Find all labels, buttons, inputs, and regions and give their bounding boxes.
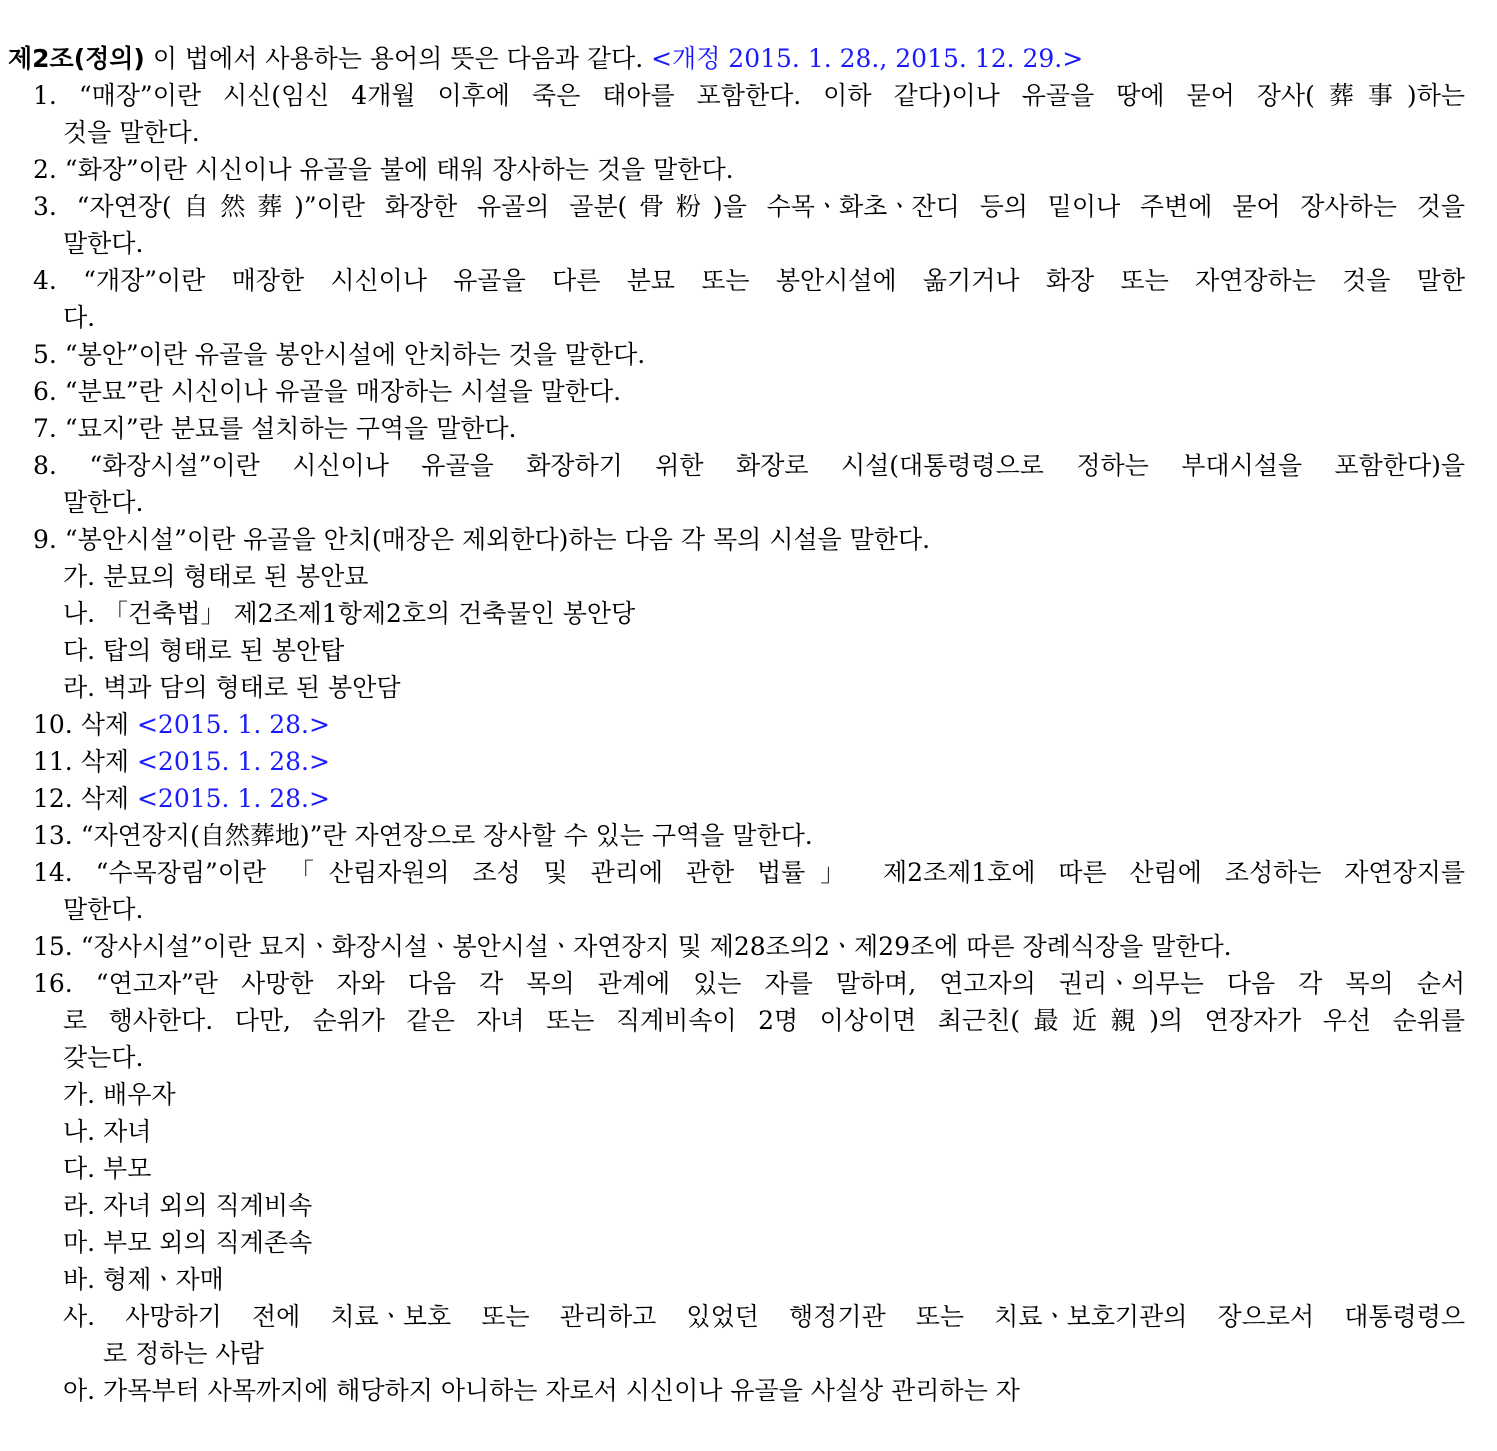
definition-1: 1. “매장”이란 시신(임신 4개월 이후에 죽은 태아를 포함한다. 이하 같다)이나 유골을 땅에 묻어 장사(葬事)하는 bbox=[33, 81, 1465, 110]
definition-7: 7. “묘지”란 분묘를 설치하는 구역을 말한다. bbox=[33, 414, 517, 443]
definition-4: 4. “개장”이란 매장한 시신이나 유골을 다른 분묘 또는 봉안시설에 옮기거나 화장 또는 자연장하는 것을 말한 bbox=[33, 266, 1465, 295]
definition-14-cont: 말한다. bbox=[63, 895, 144, 924]
definition-16-item-ga: 가. 배우자 bbox=[63, 1080, 176, 1109]
definition-16-cont-1: 로 행사한다. 다만, 순위가 같은 자녀 또는 직계비속이 2명 이상이면 최근친(最近親)의 연장자가 우선 순위를 bbox=[63, 1006, 1465, 1035]
definition-16-item-sa-cont: 로 정하는 사람 bbox=[103, 1339, 264, 1368]
definition-16-item-ba: 바. 형제ㆍ자매 bbox=[63, 1265, 224, 1294]
definition-8: 8. “화장시설”이란 시신이나 유골을 화장하기 위한 화장로 시설(대통령령으로 정하는 부대시설을 포함한다)을 bbox=[33, 451, 1465, 480]
article-heading-line bbox=[8, 40, 1208, 77]
definition-16-item-sa: 사. 사망하기 전에 치료ㆍ보호 또는 관리하고 있었던 행정기관 또는 치료ㆍ보호기관의 장으로서 대통령령으 bbox=[63, 1302, 1465, 1331]
definition-9-item-ra: 라. 벽과 담의 형태로 된 봉안담 bbox=[63, 673, 401, 702]
definition-16-item-na: 나. 자녀 bbox=[63, 1117, 152, 1146]
definition-6: 6. “분묘”란 시신이나 유골을 매장하는 시설을 말한다. bbox=[33, 377, 622, 406]
definition-10-date: <2015. 1. 28.> bbox=[136, 710, 330, 739]
definition-9: 9. “봉안시설”이란 유골을 안치(매장은 제외한다)하는 다음 각 목의 시설을 말한다. bbox=[33, 525, 931, 554]
definition-5: 5. “봉안”이란 유골을 봉안시설에 안치하는 것을 말한다. bbox=[33, 340, 646, 369]
definition-15: 15. “장사시설”이란 묘지ㆍ화장시설ㆍ봉안시설ㆍ자연장지 및 제28조의2ㆍ제29조에 따른 장례식장을 말한다. bbox=[33, 932, 1232, 961]
definition-8-cont: 말한다. bbox=[63, 488, 144, 517]
definition-16: 16. “연고자”란 사망한 자와 다음 각 목의 관계에 있는 자를 말하며, 연고자의 권리ㆍ의무는 다음 각 목의 순서 bbox=[33, 969, 1465, 998]
definition-11-label: 11. 삭제 bbox=[33, 747, 130, 776]
definition-2: 2. “화장”이란 시신이나 유골을 불에 태워 장사하는 것을 말한다. bbox=[33, 155, 734, 184]
definition-12 bbox=[33, 780, 330, 817]
definition-16-cont-2: 갖는다. bbox=[63, 1043, 144, 1072]
definition-11-date: <2015. 1. 28.> bbox=[136, 747, 330, 776]
article-intro: 이 법에서 사용하는 용어의 뜻은 다음과 같다. bbox=[152, 44, 644, 73]
amendment-note: <개정 2015. 1. 28., 2015. 12. 29.> bbox=[651, 44, 1084, 73]
definition-16-item-da: 다. 부모 bbox=[63, 1154, 152, 1183]
definition-9-item-da: 다. 탑의 형태로 된 봉안탑 bbox=[63, 636, 345, 665]
definition-16-item-a: 아. 가목부터 사목까지에 해당하지 아니하는 자로서 시신이나 유골을 사실상 관리하는 자 bbox=[63, 1376, 1020, 1405]
definition-14: 14. “수목장림”이란 「산림자원의 조성 및 관리에 관한 법률」 제2조제1호에 따른 산림에 조성하는 자연장지를 bbox=[33, 858, 1465, 887]
definition-1-cont: 것을 말한다. bbox=[63, 118, 200, 147]
definition-9-item-ga: 가. 분묘의 형태로 된 봉안묘 bbox=[63, 562, 369, 591]
definition-11 bbox=[33, 743, 330, 780]
article-title: 제2조(정의) bbox=[8, 44, 145, 73]
definition-10 bbox=[33, 706, 330, 743]
definition-9-item-na: 나. 「건축법」 제2조제1항제2호의 건축물인 봉안당 bbox=[63, 599, 636, 628]
definition-12-label: 12. 삭제 bbox=[33, 784, 130, 813]
definition-3: 3. “자연장(自然葬)”이란 화장한 유골의 골분(骨粉)을 수목ㆍ화초ㆍ잔디 등의 밑이나 주변에 묻어 장사하는 것을 bbox=[33, 192, 1465, 221]
definition-16-item-ra: 라. 자녀 외의 직계비속 bbox=[63, 1191, 313, 1220]
definition-10-label: 10. 삭제 bbox=[33, 710, 130, 739]
definition-16-item-ma: 마. 부모 외의 직계존속 bbox=[63, 1228, 313, 1257]
definition-12-date: <2015. 1. 28.> bbox=[136, 784, 330, 813]
definition-4-cont: 다. bbox=[63, 303, 96, 332]
definition-3-cont: 말한다. bbox=[63, 229, 144, 258]
definition-13: 13. “자연장지(自然葬地)”란 자연장으로 장사할 수 있는 구역을 말한다. bbox=[33, 821, 813, 850]
